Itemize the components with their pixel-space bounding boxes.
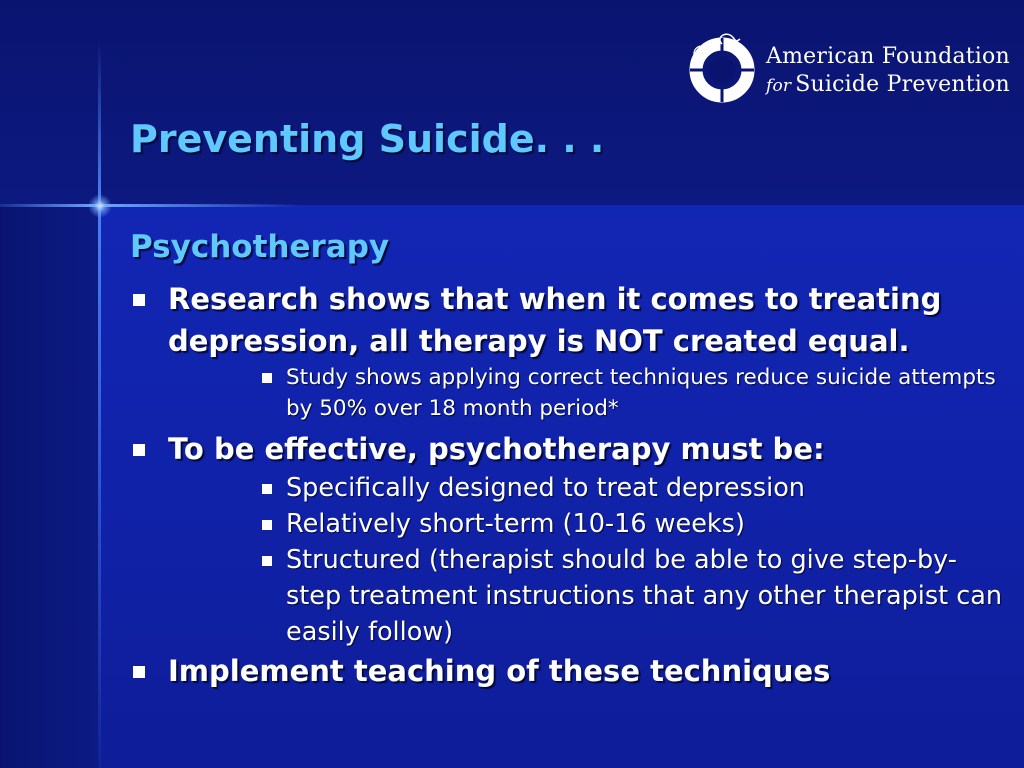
square-bullet-icon	[262, 373, 272, 383]
sub-bullet-item	[258, 542, 1010, 650]
sparkle-icon	[88, 194, 112, 218]
bullet-item	[130, 428, 1010, 650]
square-bullet-icon	[262, 556, 272, 566]
bullet-list	[130, 278, 1010, 692]
sub-bullet-list	[168, 470, 1010, 650]
square-bullet-icon	[133, 444, 145, 456]
sub-bullet-item	[258, 362, 1010, 424]
sub-bullet-text: Structured (therapist should be able to give step-by-step treatment instructions that any other therapist can easily follow)	[286, 545, 1003, 647]
slide-title: Preventing Suicide. . .	[130, 117, 605, 161]
logo-name-line1: American Foundation	[766, 44, 1010, 69]
logo-name-line2	[766, 72, 1010, 97]
sub-bullet-text: Specifically designed to treat depression	[286, 473, 805, 503]
organization-logo	[688, 30, 1008, 106]
square-bullet-icon	[262, 484, 272, 494]
logo-name-line2-text: Suicide Prevention	[795, 72, 1010, 97]
sub-bullet-item	[258, 470, 1010, 506]
bullet-text: To be effective, psychotherapy must be:	[168, 432, 825, 466]
sub-bullet-list	[168, 362, 1010, 424]
left-margin-background	[0, 205, 100, 768]
lifebuoy-icon	[688, 30, 758, 104]
bullet-item	[130, 650, 1010, 692]
bullet-item	[130, 278, 1010, 424]
square-bullet-icon	[133, 294, 145, 306]
horizontal-accent-line	[0, 204, 300, 207]
logo-for-word: for	[766, 76, 792, 96]
slide-subtitle: Psychotherapy	[130, 229, 390, 265]
sub-bullet-item	[258, 506, 1010, 542]
bullet-text: Research shows that when it comes to treating depression, all therapy is NOT created equal.	[168, 282, 942, 358]
square-bullet-icon	[262, 520, 272, 530]
bullet-text: Implement teaching of these techniques	[168, 654, 831, 688]
vertical-accent-line	[98, 40, 101, 768]
square-bullet-icon	[133, 666, 145, 678]
sub-bullet-text: Relatively short-term (10-16 weeks)	[286, 509, 745, 539]
sub-bullet-text: Study shows applying correct techniques reduce suicide attempts by 50% over 18 month period*	[286, 365, 996, 421]
